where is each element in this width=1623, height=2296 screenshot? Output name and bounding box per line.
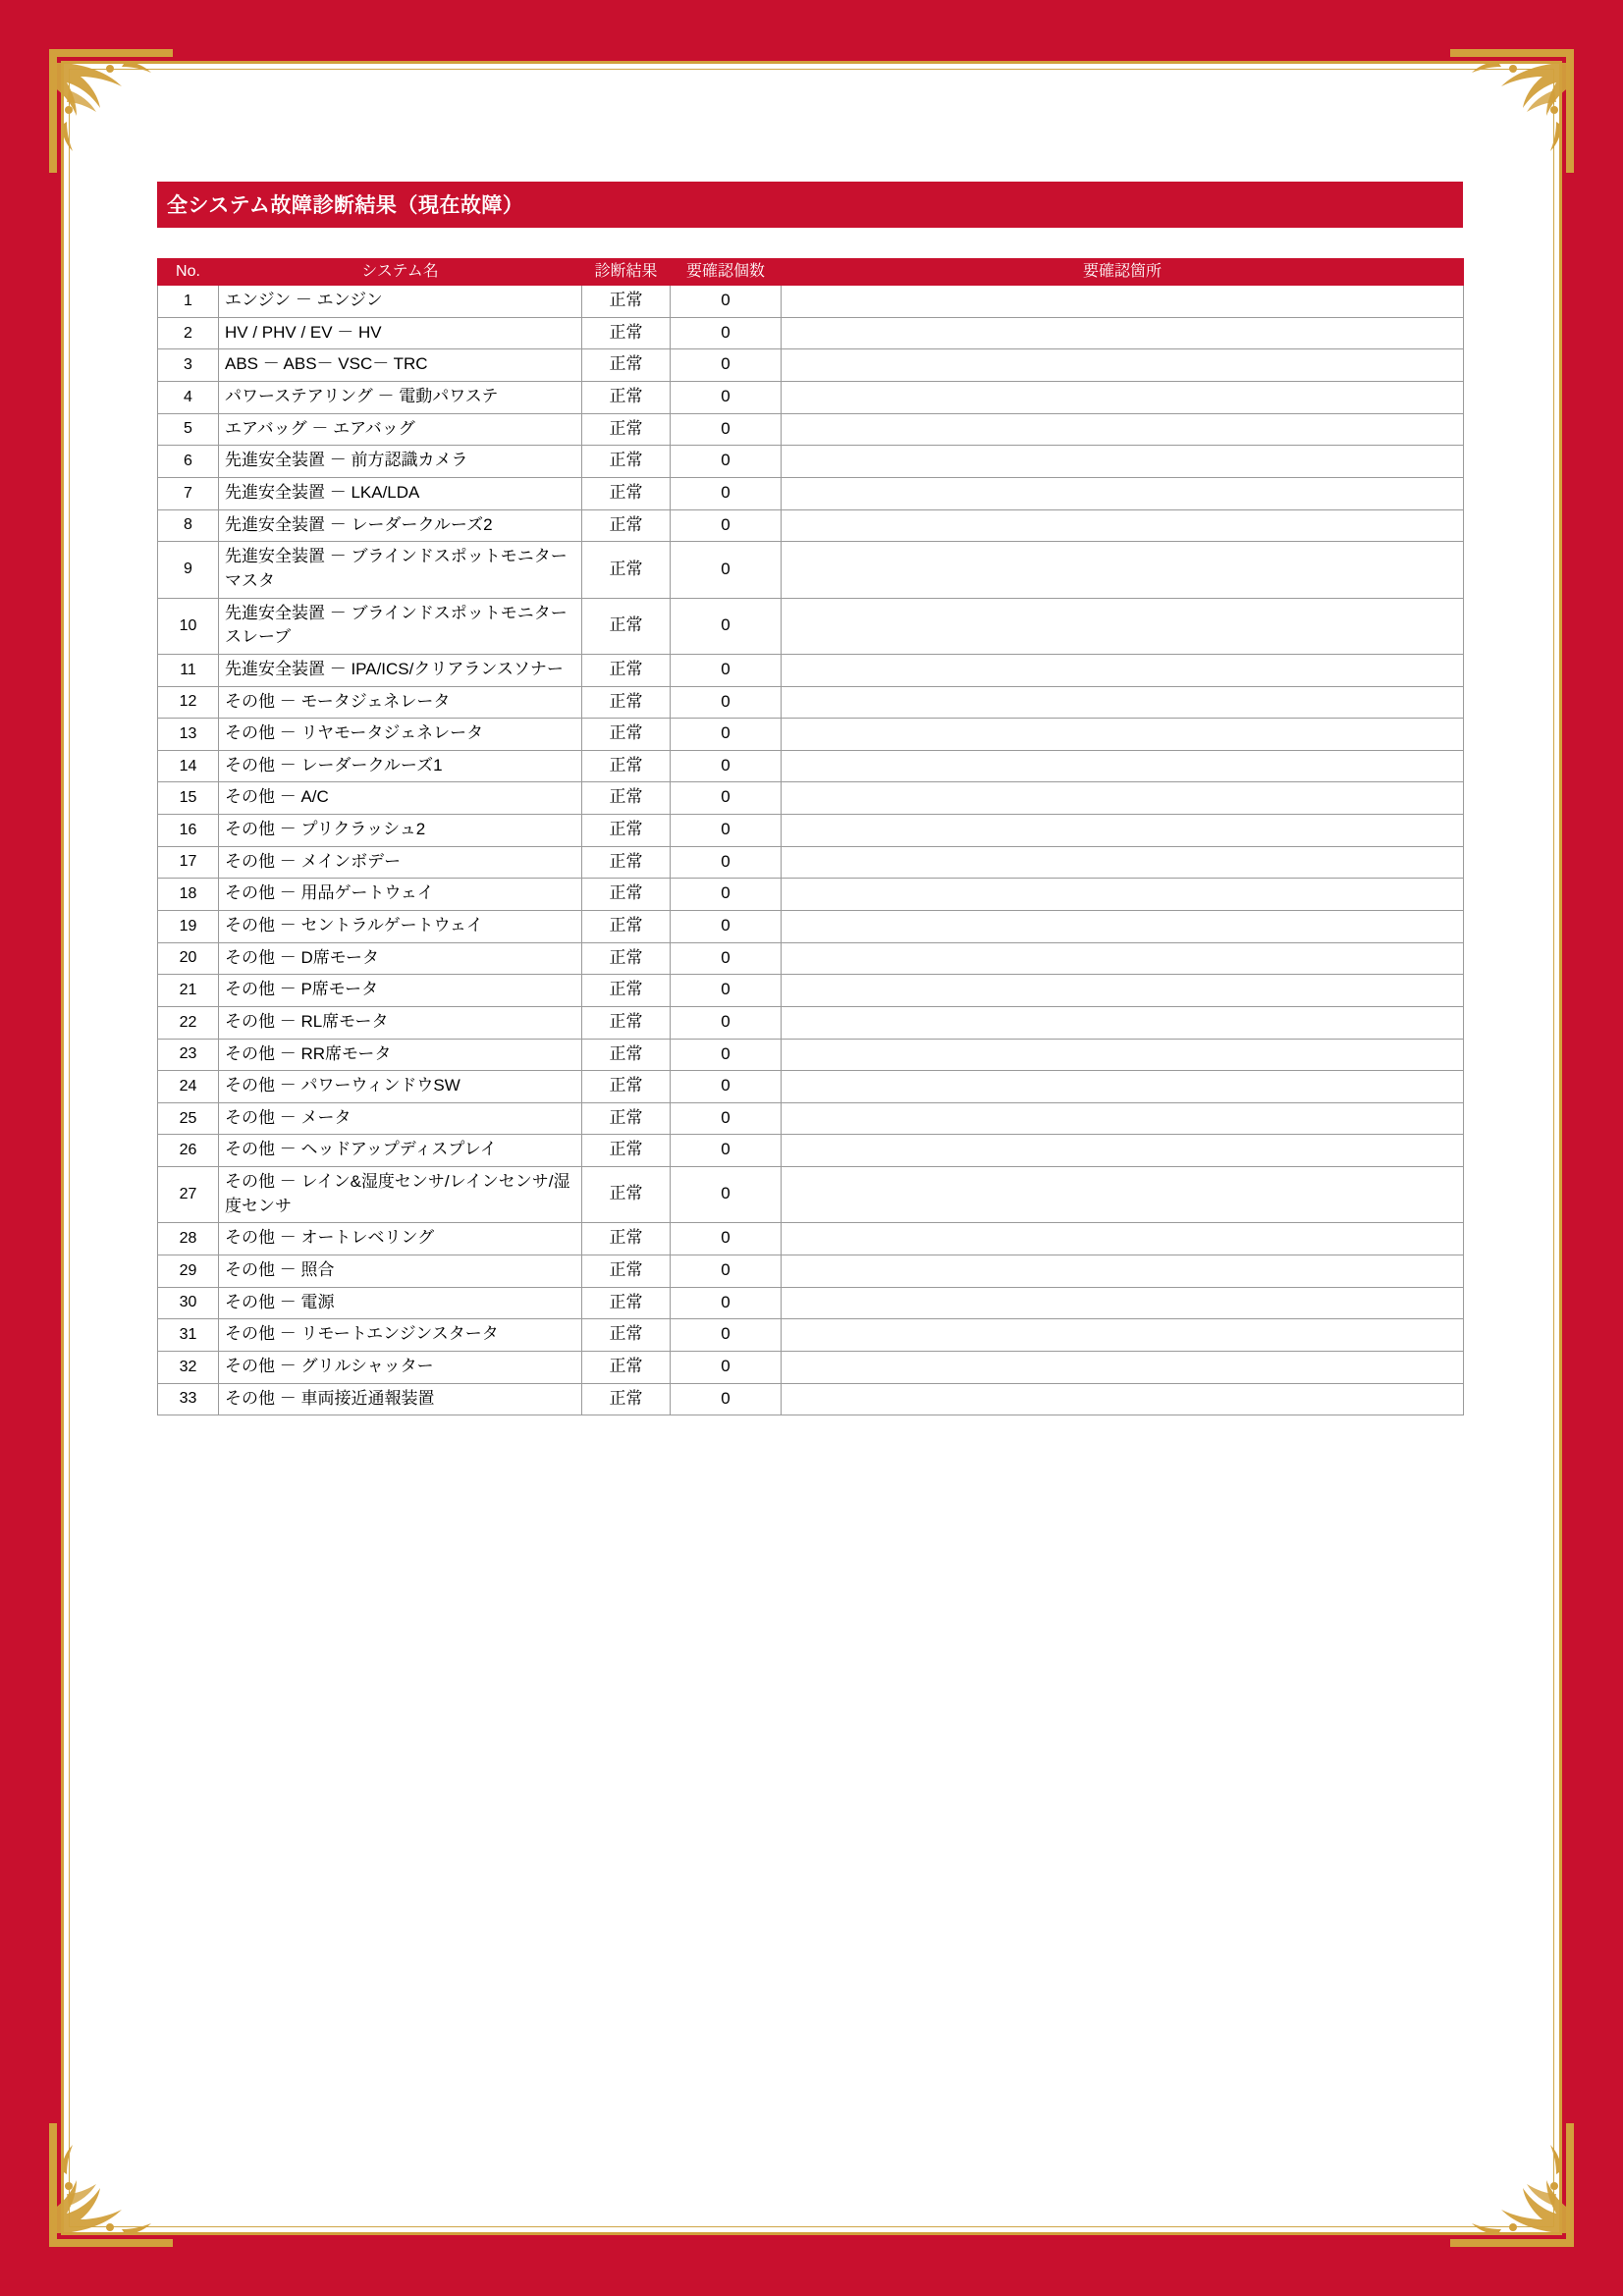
cell-no: 19	[158, 911, 219, 943]
cell-no: 24	[158, 1071, 219, 1103]
cell-count: 0	[671, 1071, 782, 1103]
table-row	[158, 975, 1464, 1007]
cell-system: その他 － ヘッドアップディスプレイ	[219, 1135, 582, 1167]
cell-no: 31	[158, 1319, 219, 1352]
cell-result: 正常	[582, 1102, 671, 1135]
cell-place	[782, 719, 1464, 751]
table-row	[158, 413, 1464, 446]
cell-system: その他 － P席モータ	[219, 975, 582, 1007]
cell-place	[782, 349, 1464, 382]
table-row	[158, 286, 1464, 318]
cell-count: 0	[671, 1039, 782, 1071]
cell-result: 正常	[582, 1351, 671, 1383]
cell-count: 0	[671, 1287, 782, 1319]
cell-result: 正常	[582, 686, 671, 719]
cell-result: 正常	[582, 942, 671, 975]
cell-place	[782, 1039, 1464, 1071]
table-row	[158, 1039, 1464, 1071]
cell-place	[782, 1383, 1464, 1415]
cell-no: 6	[158, 446, 219, 478]
cell-system: 先進安全装置 － レーダークルーズ2	[219, 509, 582, 542]
cell-place	[782, 286, 1464, 318]
cell-count: 0	[671, 782, 782, 815]
cell-system: 先進安全装置 － ブラインドスポットモニター スレーブ	[219, 598, 582, 654]
cell-system: その他 － 照合	[219, 1255, 582, 1288]
cell-count: 0	[671, 975, 782, 1007]
cell-no: 33	[158, 1383, 219, 1415]
table-row	[158, 1167, 1464, 1223]
table-row	[158, 846, 1464, 879]
cell-system: その他 － モータジェネレータ	[219, 686, 582, 719]
cell-result: 正常	[582, 509, 671, 542]
cell-result: 正常	[582, 478, 671, 510]
cell-no: 5	[158, 413, 219, 446]
table-row	[158, 782, 1464, 815]
table-row	[158, 1351, 1464, 1383]
cell-system: 先進安全装置 － 前方認識カメラ	[219, 446, 582, 478]
cell-count: 0	[671, 478, 782, 510]
table-row	[158, 942, 1464, 975]
cell-result: 正常	[582, 782, 671, 815]
cell-no: 13	[158, 719, 219, 751]
cell-system: その他 － レイン&湿度センサ/レインセンサ/湿度センサ	[219, 1167, 582, 1223]
cell-count: 0	[671, 1255, 782, 1288]
cell-system: その他 － A/C	[219, 782, 582, 815]
cell-count: 0	[671, 1006, 782, 1039]
cell-count: 0	[671, 846, 782, 879]
cell-count: 0	[671, 686, 782, 719]
cell-no: 21	[158, 975, 219, 1007]
cell-result: 正常	[582, 317, 671, 349]
cell-place	[782, 509, 1464, 542]
cell-place	[782, 1006, 1464, 1039]
cell-system: エアバッグ － エアバッグ	[219, 413, 582, 446]
table-row	[158, 317, 1464, 349]
cell-count: 0	[671, 942, 782, 975]
cell-count: 0	[671, 815, 782, 847]
cell-count: 0	[671, 750, 782, 782]
table-row	[158, 1102, 1464, 1135]
cell-count: 0	[671, 1319, 782, 1352]
cell-result: 正常	[582, 1039, 671, 1071]
table-row	[158, 598, 1464, 654]
cell-result: 正常	[582, 975, 671, 1007]
cell-no: 7	[158, 478, 219, 510]
cell-place	[782, 317, 1464, 349]
cell-result: 正常	[582, 413, 671, 446]
cell-count: 0	[671, 286, 782, 318]
cell-count: 0	[671, 1383, 782, 1415]
cell-no: 22	[158, 1006, 219, 1039]
cell-no: 20	[158, 942, 219, 975]
cell-result: 正常	[582, 1319, 671, 1352]
cell-no: 12	[158, 686, 219, 719]
cell-system: その他 － レーダークルーズ1	[219, 750, 582, 782]
cell-place	[782, 879, 1464, 911]
cell-count: 0	[671, 911, 782, 943]
column-header-no: No.	[158, 259, 219, 286]
cell-place	[782, 686, 1464, 719]
cell-no: 11	[158, 654, 219, 686]
cell-count: 0	[671, 382, 782, 414]
table-header-row	[158, 259, 1464, 286]
cell-result: 正常	[582, 598, 671, 654]
table-row	[158, 1287, 1464, 1319]
cell-result: 正常	[582, 750, 671, 782]
table-row	[158, 750, 1464, 782]
cell-system: パワーステアリング － 電動パワステ	[219, 382, 582, 414]
cell-result: 正常	[582, 1287, 671, 1319]
cell-count: 0	[671, 598, 782, 654]
cell-count: 0	[671, 1102, 782, 1135]
table-row	[158, 911, 1464, 943]
cell-count: 0	[671, 542, 782, 598]
cell-count: 0	[671, 1223, 782, 1255]
table-row	[158, 686, 1464, 719]
cell-system: エンジン － エンジン	[219, 286, 582, 318]
cell-place	[782, 542, 1464, 598]
cell-place	[782, 1351, 1464, 1383]
cell-place	[782, 1167, 1464, 1223]
cell-place	[782, 654, 1464, 686]
cell-result: 正常	[582, 349, 671, 382]
column-header-place: 要確認箇所	[782, 259, 1464, 286]
table-body	[158, 286, 1464, 1415]
cell-result: 正常	[582, 1167, 671, 1223]
column-header-result: 診断結果	[582, 259, 671, 286]
cell-result: 正常	[582, 1223, 671, 1255]
cell-count: 0	[671, 446, 782, 478]
cell-system: その他 － RR席モータ	[219, 1039, 582, 1071]
cell-result: 正常	[582, 654, 671, 686]
document-content	[157, 182, 1463, 1415]
cell-place	[782, 1287, 1464, 1319]
cell-place	[782, 598, 1464, 654]
table-row	[158, 654, 1464, 686]
cell-result: 正常	[582, 1135, 671, 1167]
cell-place	[782, 382, 1464, 414]
cell-no: 17	[158, 846, 219, 879]
table-row	[158, 1255, 1464, 1288]
cell-result: 正常	[582, 1255, 671, 1288]
cell-count: 0	[671, 654, 782, 686]
page-title: 全システム故障診断結果（現在故障）	[157, 182, 1463, 228]
column-header-count: 要確認個数	[671, 259, 782, 286]
cell-result: 正常	[582, 382, 671, 414]
cell-no: 30	[158, 1287, 219, 1319]
table-row	[158, 349, 1464, 382]
cell-result: 正常	[582, 1006, 671, 1039]
column-header-system: システム名	[219, 259, 582, 286]
cell-place	[782, 1319, 1464, 1352]
cell-count: 0	[671, 1351, 782, 1383]
diagnostic-results-table	[157, 258, 1464, 1415]
cell-place	[782, 942, 1464, 975]
cell-count: 0	[671, 1167, 782, 1223]
cell-result: 正常	[582, 286, 671, 318]
cell-no: 29	[158, 1255, 219, 1288]
cell-result: 正常	[582, 719, 671, 751]
cell-count: 0	[671, 317, 782, 349]
cell-no: 14	[158, 750, 219, 782]
cell-result: 正常	[582, 911, 671, 943]
cell-place	[782, 750, 1464, 782]
cell-result: 正常	[582, 846, 671, 879]
cell-no: 25	[158, 1102, 219, 1135]
cell-system: その他 － プリクラッシュ2	[219, 815, 582, 847]
table-row	[158, 1006, 1464, 1039]
cell-place	[782, 478, 1464, 510]
cell-place	[782, 1071, 1464, 1103]
cell-count: 0	[671, 509, 782, 542]
cell-no: 1	[158, 286, 219, 318]
cell-result: 正常	[582, 879, 671, 911]
cell-result: 正常	[582, 815, 671, 847]
table-row	[158, 719, 1464, 751]
cell-place	[782, 1223, 1464, 1255]
table-row	[158, 815, 1464, 847]
cell-place	[782, 413, 1464, 446]
table-row	[158, 1071, 1464, 1103]
cell-count: 0	[671, 719, 782, 751]
table-row	[158, 509, 1464, 542]
cell-no: 3	[158, 349, 219, 382]
cell-system: その他 － 用品ゲートウェイ	[219, 879, 582, 911]
cell-count: 0	[671, 879, 782, 911]
cell-system: その他 － 電源	[219, 1287, 582, 1319]
cell-system: 先進安全装置 － IPA/ICS/クリアランスソナー	[219, 654, 582, 686]
cell-system: その他 － パワーウィンドウSW	[219, 1071, 582, 1103]
cell-result: 正常	[582, 1383, 671, 1415]
cell-no: 8	[158, 509, 219, 542]
cell-system: 先進安全装置 － LKA/LDA	[219, 478, 582, 510]
cell-no: 18	[158, 879, 219, 911]
cell-system: その他 － RL席モータ	[219, 1006, 582, 1039]
table-row	[158, 1135, 1464, 1167]
cell-no: 10	[158, 598, 219, 654]
cell-system: その他 － リモートエンジンスタータ	[219, 1319, 582, 1352]
cell-no: 2	[158, 317, 219, 349]
table-row	[158, 446, 1464, 478]
cell-place	[782, 815, 1464, 847]
cell-no: 27	[158, 1167, 219, 1223]
cell-place	[782, 1135, 1464, 1167]
table-row	[158, 382, 1464, 414]
cell-system: HV / PHV / EV － HV	[219, 317, 582, 349]
cell-system: その他 － リヤモータジェネレータ	[219, 719, 582, 751]
cell-no: 32	[158, 1351, 219, 1383]
cell-result: 正常	[582, 446, 671, 478]
cell-system: ABS － ABS－ VSC－ TRC	[219, 349, 582, 382]
cell-place	[782, 911, 1464, 943]
cell-place	[782, 1255, 1464, 1288]
cell-place	[782, 1102, 1464, 1135]
cell-system: 先進安全装置 － ブラインドスポットモニター マスタ	[219, 542, 582, 598]
cell-no: 16	[158, 815, 219, 847]
cell-system: その他 － メインボデー	[219, 846, 582, 879]
cell-system: その他 － メータ	[219, 1102, 582, 1135]
table-row	[158, 1223, 1464, 1255]
cell-count: 0	[671, 349, 782, 382]
cell-count: 0	[671, 413, 782, 446]
cell-no: 15	[158, 782, 219, 815]
cell-system: その他 － D席モータ	[219, 942, 582, 975]
table-row	[158, 879, 1464, 911]
table-row	[158, 1319, 1464, 1352]
cell-system: その他 － オートレベリング	[219, 1223, 582, 1255]
cell-place	[782, 446, 1464, 478]
cell-no: 4	[158, 382, 219, 414]
cell-no: 9	[158, 542, 219, 598]
cell-system: その他 － グリルシャッター	[219, 1351, 582, 1383]
cell-count: 0	[671, 1135, 782, 1167]
cell-place	[782, 846, 1464, 879]
cell-place	[782, 782, 1464, 815]
cell-no: 28	[158, 1223, 219, 1255]
cell-system: その他 － 車両接近通報装置	[219, 1383, 582, 1415]
cell-no: 26	[158, 1135, 219, 1167]
table-row	[158, 542, 1464, 598]
cell-system: その他 － セントラルゲートウェイ	[219, 911, 582, 943]
cell-result: 正常	[582, 542, 671, 598]
cell-result: 正常	[582, 1071, 671, 1103]
table-row	[158, 1383, 1464, 1415]
cell-no: 23	[158, 1039, 219, 1071]
table-row	[158, 478, 1464, 510]
cell-place	[782, 975, 1464, 1007]
